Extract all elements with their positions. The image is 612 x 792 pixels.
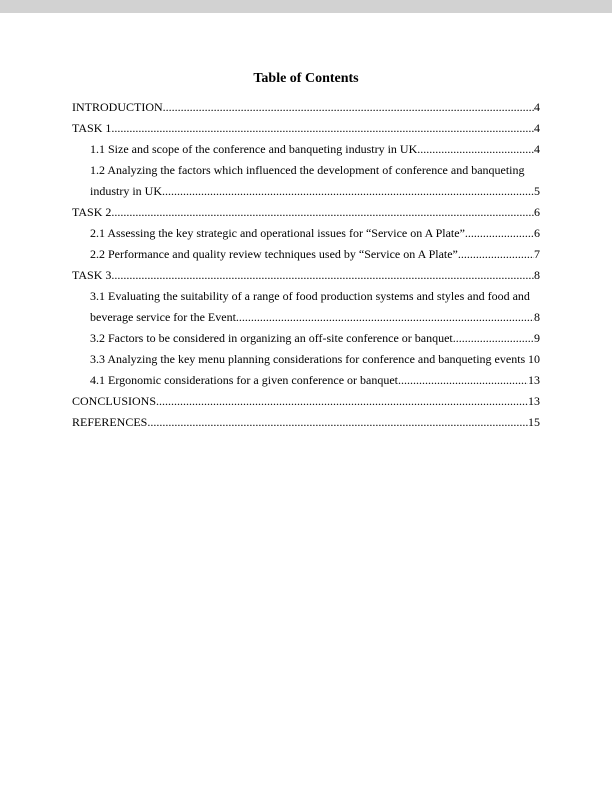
toc-entry-conclusions (72, 391, 540, 412)
dot-leader (453, 328, 534, 349)
toc-entry-1-1 (72, 139, 540, 160)
toc-entry-page: 4 (534, 121, 540, 135)
toc-entry-page: 15 (528, 415, 540, 429)
toc-entry-page: 5 (534, 184, 540, 198)
toc-entry-label: TASK 1 (72, 121, 112, 135)
toc-entry-2-2 (72, 244, 540, 265)
toc-entry-3-3 (72, 349, 540, 370)
toc-entry-label: 3.3 Analyzing the key menu planning considerations for conference and banqueting events (90, 352, 526, 366)
toc-entry-task-1 (72, 118, 540, 139)
toc-entry-4-1 (72, 370, 540, 391)
dot-leader (458, 244, 534, 265)
toc-entry-3-1 (72, 286, 540, 328)
dot-leader (417, 139, 534, 160)
toc-entry-3-2 (72, 328, 540, 349)
toc-entry-page: 6 (534, 226, 540, 240)
toc-entry-introduction (72, 97, 540, 118)
dot-leader (147, 412, 528, 433)
toc-entry-label-line1: 3.1 Evaluating the suitability of a range of food production systems and styles and food and (90, 289, 530, 303)
toc-entry-page: 10 (528, 352, 540, 366)
toc-entry-1-2 (72, 160, 540, 202)
dot-leader (162, 181, 534, 202)
toc-entry-task-2 (72, 202, 540, 223)
toc-title: Table of Contents (253, 71, 359, 86)
toc-entry-page: 6 (534, 205, 540, 219)
toc-entry-label: TASK 3 (72, 268, 112, 282)
toc-entry-label: REFERENCES (72, 415, 148, 429)
toc-entry-label: 4.1 Ergonomic considerations for a given conference or banquet (90, 373, 399, 387)
toc-entry-label: 3.2 Factors to be considered in organizing an off-site conference or banquet (90, 331, 453, 345)
toc-entry-task-3 (72, 265, 540, 286)
toc-entry-page: 9 (534, 331, 540, 345)
toc-entry-page: 4 (534, 100, 540, 114)
toc-entry-label: TASK 2 (72, 205, 112, 219)
toc-entry-page: 7 (534, 247, 540, 261)
toc-entry-label: INTRODUCTION (72, 100, 163, 114)
toc-entry-page: 13 (528, 373, 540, 387)
dot-leader (236, 307, 534, 328)
toc-entry-label: 1.1 Size and scope of the conference and banqueting industry in UK (90, 142, 418, 156)
toc-entry-2-1 (72, 223, 540, 244)
dot-leader (156, 391, 528, 412)
document-page (0, 13, 612, 792)
toc-entry-label: 2.2 Performance and quality review techniques used by “Service on A Plate” (90, 247, 458, 261)
toc-entry-label-line1: 1.2 Analyzing the factors which influenced the development of conference and banqueting (90, 163, 525, 177)
dot-leader (398, 370, 528, 391)
toc-entry-references (72, 412, 540, 433)
toc-entry-label: 2.1 Assessing the key strategic and operational issues for “Service on A Plate” (90, 226, 465, 240)
toc-entry-label-line2: industry in UK (90, 184, 162, 198)
toc-entry-page: 4 (534, 142, 540, 156)
dot-leader (163, 97, 534, 118)
toc-entry-label-line2: beverage service for the Event (90, 310, 236, 324)
dot-leader (111, 265, 534, 286)
toc-entry-page: 8 (534, 310, 540, 324)
toc-entry-page: 13 (528, 394, 540, 408)
viewer-top-strip (0, 0, 612, 13)
dot-leader (111, 202, 534, 223)
toc-entry-label: CONCLUSIONS (72, 394, 157, 408)
toc-entry-page: 8 (534, 268, 540, 282)
dot-leader (111, 118, 534, 139)
table-of-contents (72, 97, 540, 433)
dot-leader (465, 223, 534, 244)
